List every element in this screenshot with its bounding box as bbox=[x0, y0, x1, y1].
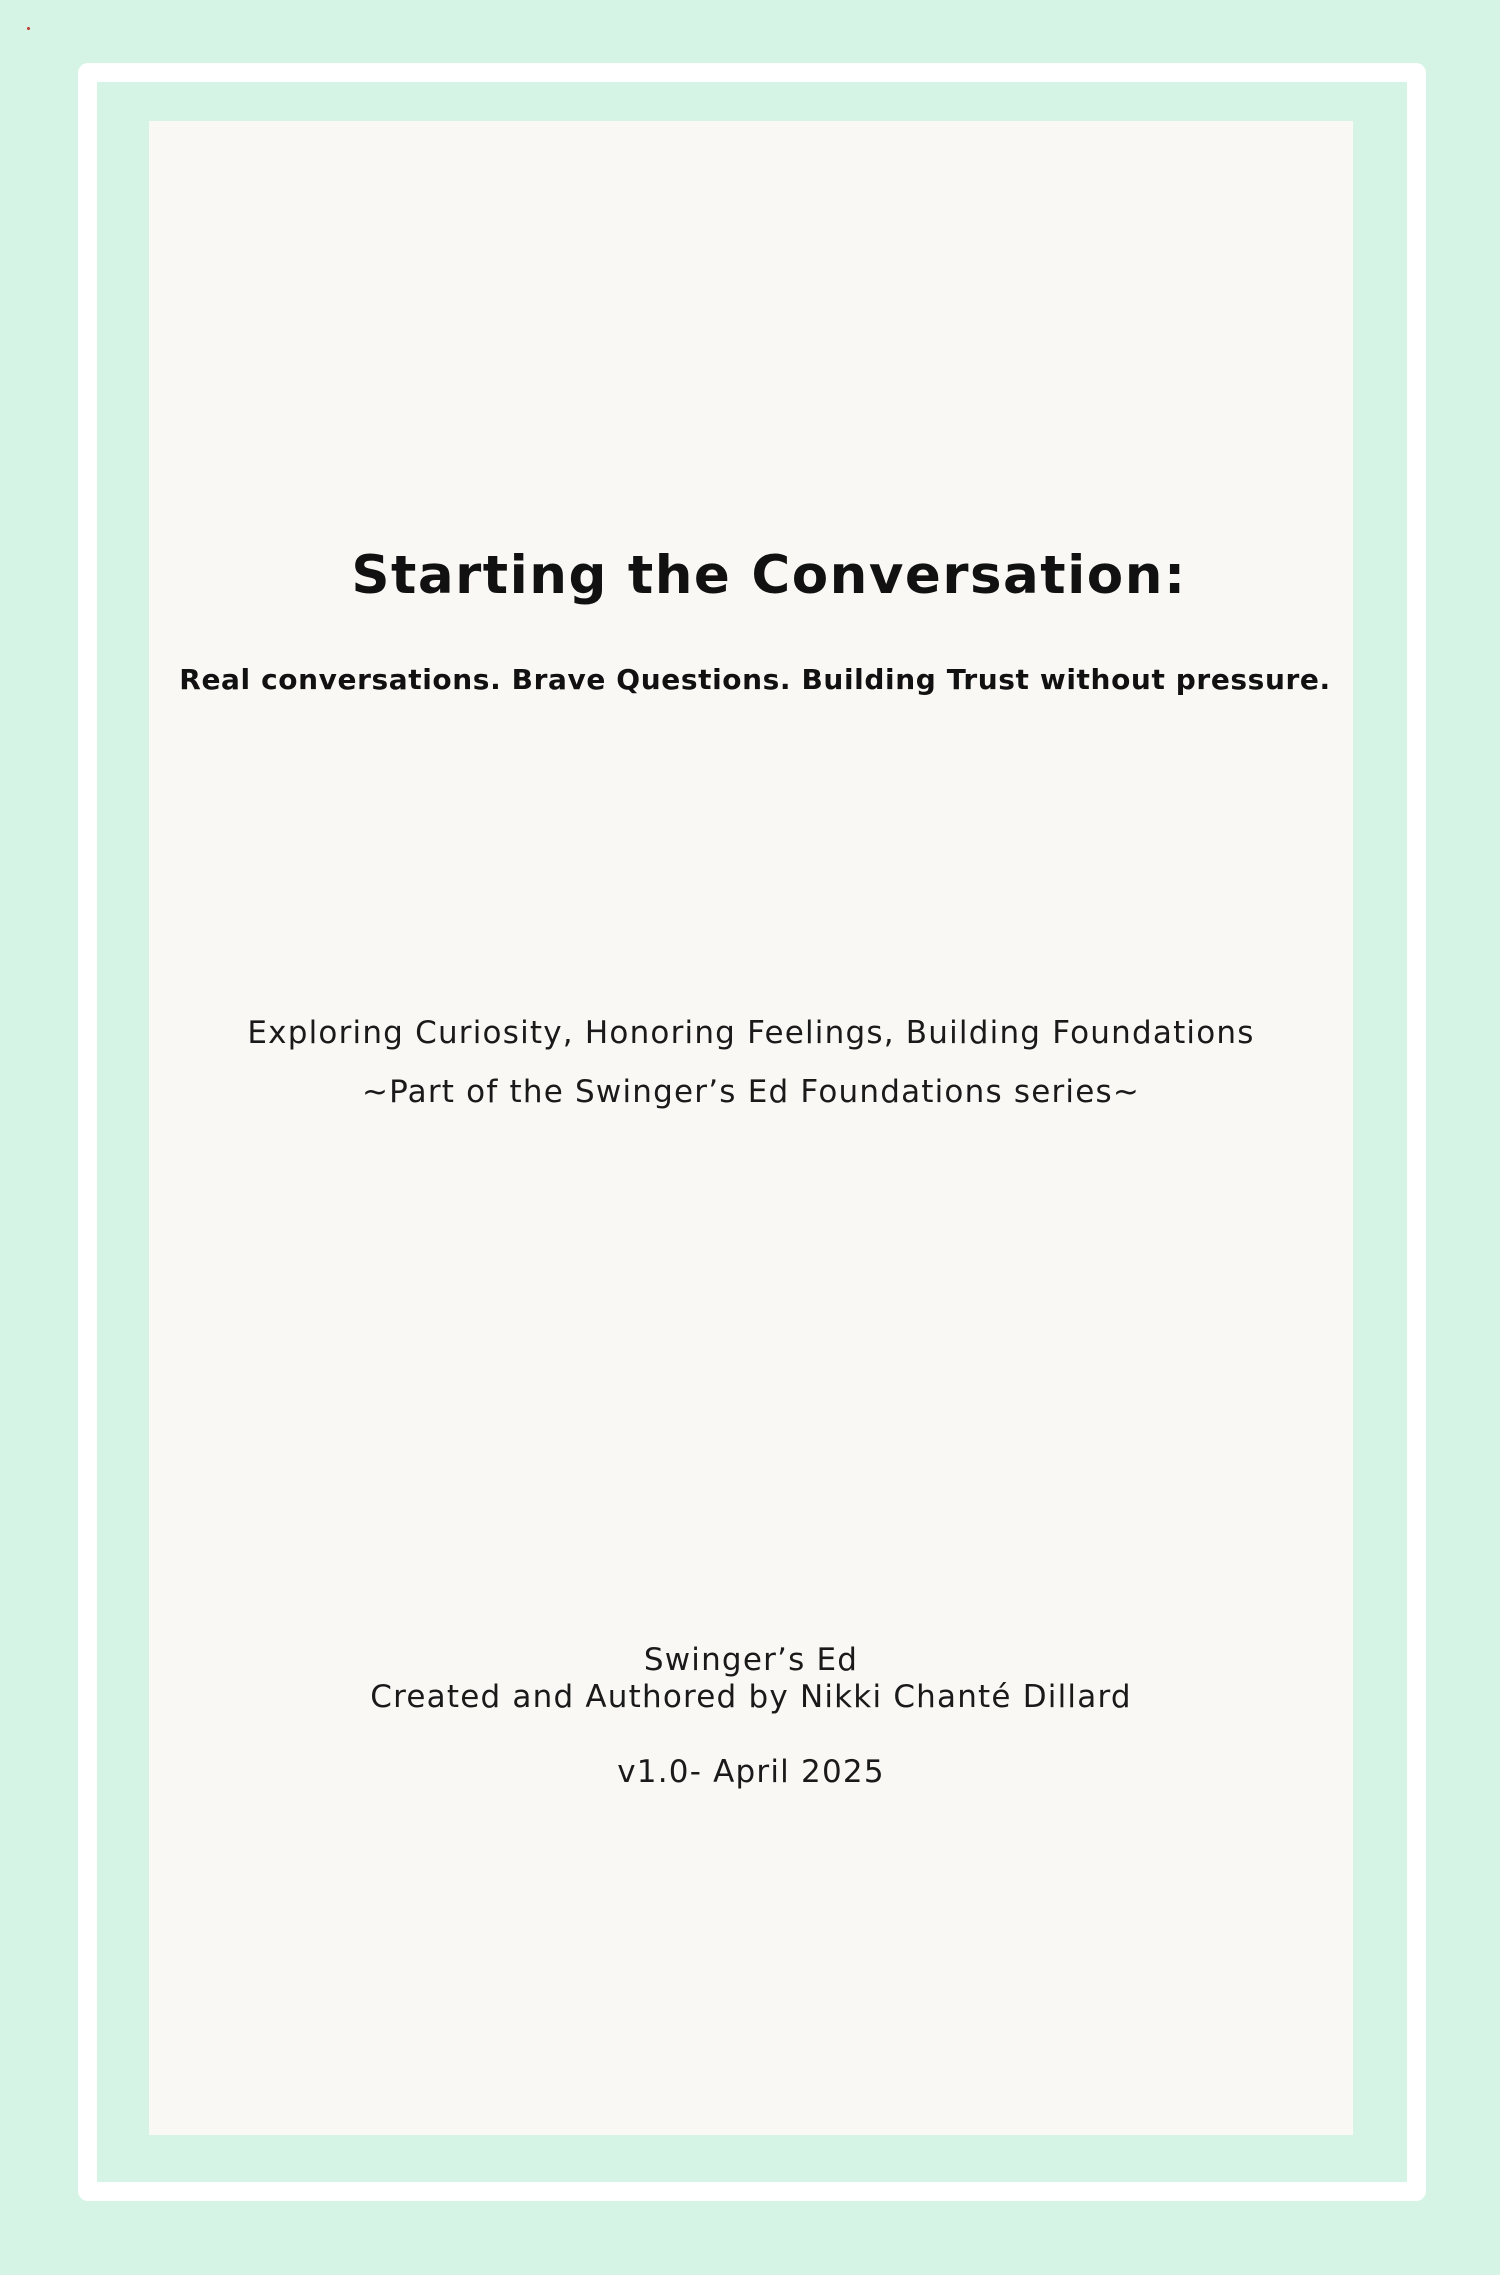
document-title: Starting the Conversation: bbox=[351, 545, 1187, 606]
document-tagline: Exploring Curiosity, Honoring Feelings, Building Foundations bbox=[247, 1015, 1255, 1051]
author-line: Created and Authored by Nikki Chanté Dillard bbox=[370, 1679, 1132, 1715]
brand-name: Swinger’s Ed bbox=[643, 1642, 859, 1678]
cover-page bbox=[149, 121, 1353, 2135]
corner-dot-mark bbox=[27, 27, 30, 30]
series-note: ~Part of the Swinger’s Ed Foundations series~ bbox=[361, 1074, 1141, 1110]
version-line: v1.0- April 2025 bbox=[617, 1754, 885, 1790]
document-subtitle: Real conversations. Brave Questions. Building Trust without pressure. bbox=[179, 663, 1331, 696]
